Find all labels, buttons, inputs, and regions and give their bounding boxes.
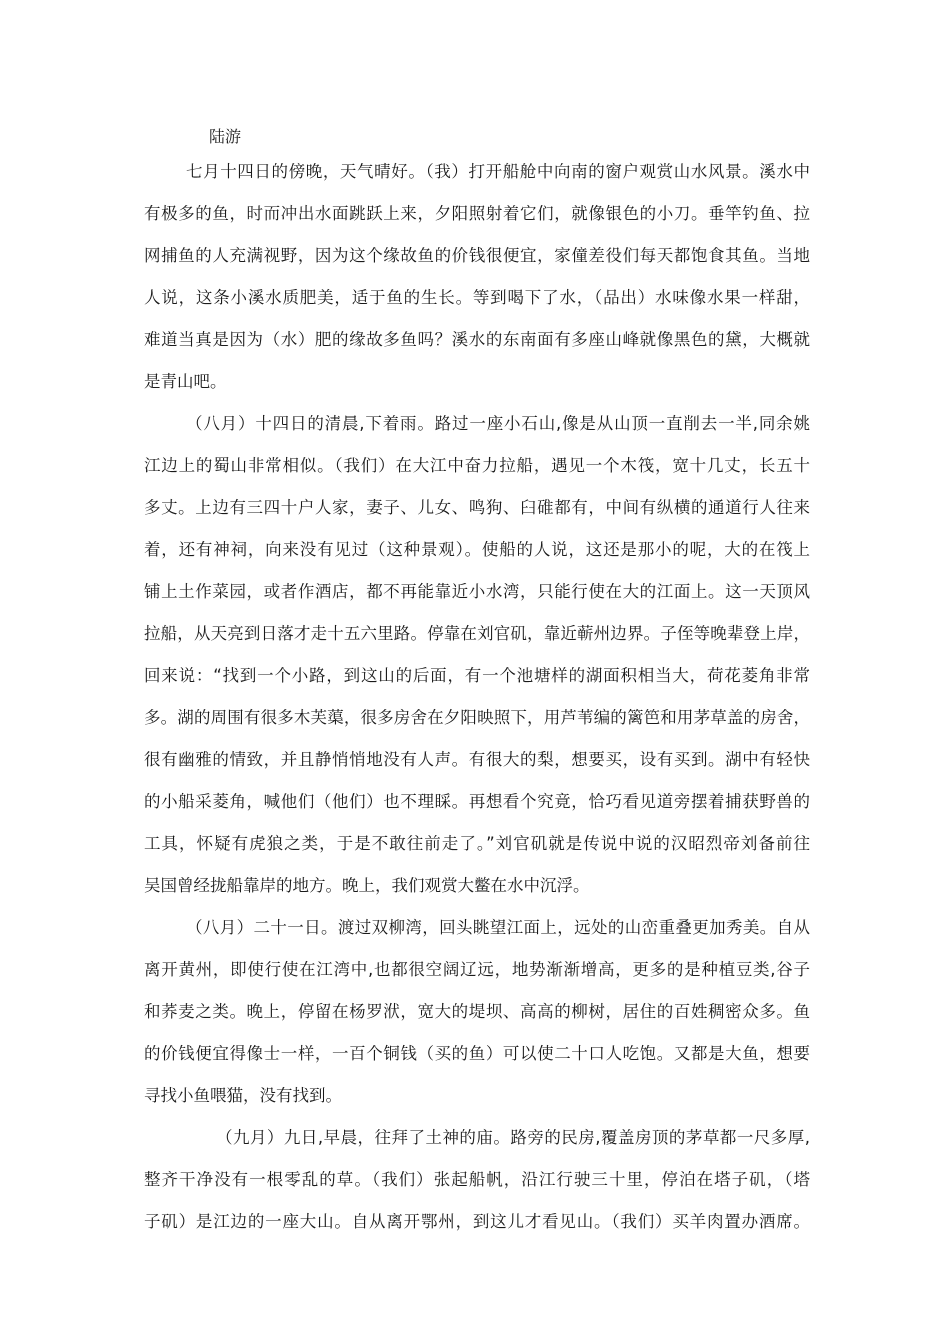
- text-line: 吴国曾经拢船靠岸的地方。晚上，我们观赏大鳖在水中沉浮。: [144, 876, 590, 895]
- text-line: 铺上土作菜园，或者作酒店，都不再能靠近小水湾，只能行使在大的江面上。这一天顶风: [144, 582, 810, 601]
- text-line: 多。湖的周围有很多木芙蕖，很多房舍在夕阳映照下，用芦苇编的篱笆和用茅草盖的房舍，: [144, 708, 810, 727]
- text-line: 子矶）是江边的一座大山。自从离开鄂州，到这儿才看见山。（我们）买羊肉置办酒席。: [144, 1212, 810, 1231]
- text-line: （八月）十四日的清晨,下着雨。路过一座小石山,像是从山顶一直削去一半,同余姚: [186, 414, 810, 433]
- text-line: 整齐干净没有一根零乱的草。（我们）张起船帆，沿江行驶三十里，停泊在塔子矶，（塔: [144, 1170, 810, 1189]
- text-line: 的小船采菱角，喊他们（他们）也不理睬。再想看个究竟，恰巧看见道旁摆着捕获野兽的: [144, 792, 810, 811]
- author-name: 陆游: [209, 127, 242, 146]
- text-line: 江边上的蜀山非常相似。（我们）在大江中奋力拉船，遇见一个木筏，宽十几丈，长五十: [144, 456, 810, 475]
- text-line: 多丈。上边有三四十户人家，妻子、儿女、鸣狗、臼碓都有，中间有纵横的通道行人往来: [144, 498, 810, 517]
- text-line: 着，还有神祠，向来没有见过（这种景观）。使船的人说，这还是那小的呢，大的在筏上: [144, 540, 810, 559]
- text-line: 很有幽雅的情致，并且静悄悄地没有人声。有很大的梨，想要买，设有买到。湖中有轻快: [144, 750, 810, 769]
- text-line: 的价钱便宜得像士一样，一百个铜钱（买的鱼）可以使二十口人吃饱。又都是大鱼，想要: [144, 1044, 810, 1063]
- text-line: 和荞麦之类。晚上，停留在杨罗洑，宽大的堤坝、高高的柳树，居住的百姓稠密众多。鱼: [144, 1002, 810, 1021]
- text-line: 离开黄州，即使行使在江湾中,也都很空阔辽远，地势渐渐增高，更多的是种植豆类,谷子: [144, 960, 810, 979]
- text-line: （八月）二十一日。渡过双柳湾，回头眺望江面上，远处的山峦重叠更加秀美。自从: [186, 918, 810, 937]
- text-line: 是青山吧。: [144, 372, 227, 391]
- text-line: 有极多的鱼，时而冲出水面跳跃上来，夕阳照射着它们，就像银色的小刀。垂竿钓鱼、拉: [144, 204, 810, 223]
- text-line: 工具，怀疑有虎狼之类，于是不敢往前走了。”刘官矶就是传说中说的汉昭烈帝刘备前往: [144, 834, 810, 853]
- text-line: 难道当真是因为（水）肥的缘故多鱼吗？溪水的东南面有多座山峰就像黑色的黛，大概就: [144, 330, 810, 349]
- text-line: （九月）九日,早晨，往拜了土神的庙。路旁的民房,覆盖房顶的茅草都一尺多厚,: [216, 1128, 810, 1147]
- text-line: 回来说：“找到一个小路，到这山的后面，有一个池塘样的湖面积相当大，荷花菱角非常: [144, 666, 810, 685]
- text-line: 七月十四日的傍晚，天气晴好。（我）打开船舱中向南的窗户观赏山水风景。溪水中: [186, 162, 810, 181]
- text-line: 人说，这条小溪水质肥美，适于鱼的生长。等到喝下了水，（品出）水味像水果一样甜，: [144, 288, 810, 307]
- text-line: 寻找小鱼喂猫，没有找到。: [144, 1086, 342, 1105]
- text-line: 网捕鱼的人充满视野，因为这个缘故鱼的价钱很便宜，家僮差役们每天都饱食其鱼。当地: [144, 246, 810, 265]
- text-line: 拉船，从天亮到日落才走十五六里路。停靠在刘官矶，靠近蕲州边界。子侄等晚辈登上岸，: [144, 624, 810, 643]
